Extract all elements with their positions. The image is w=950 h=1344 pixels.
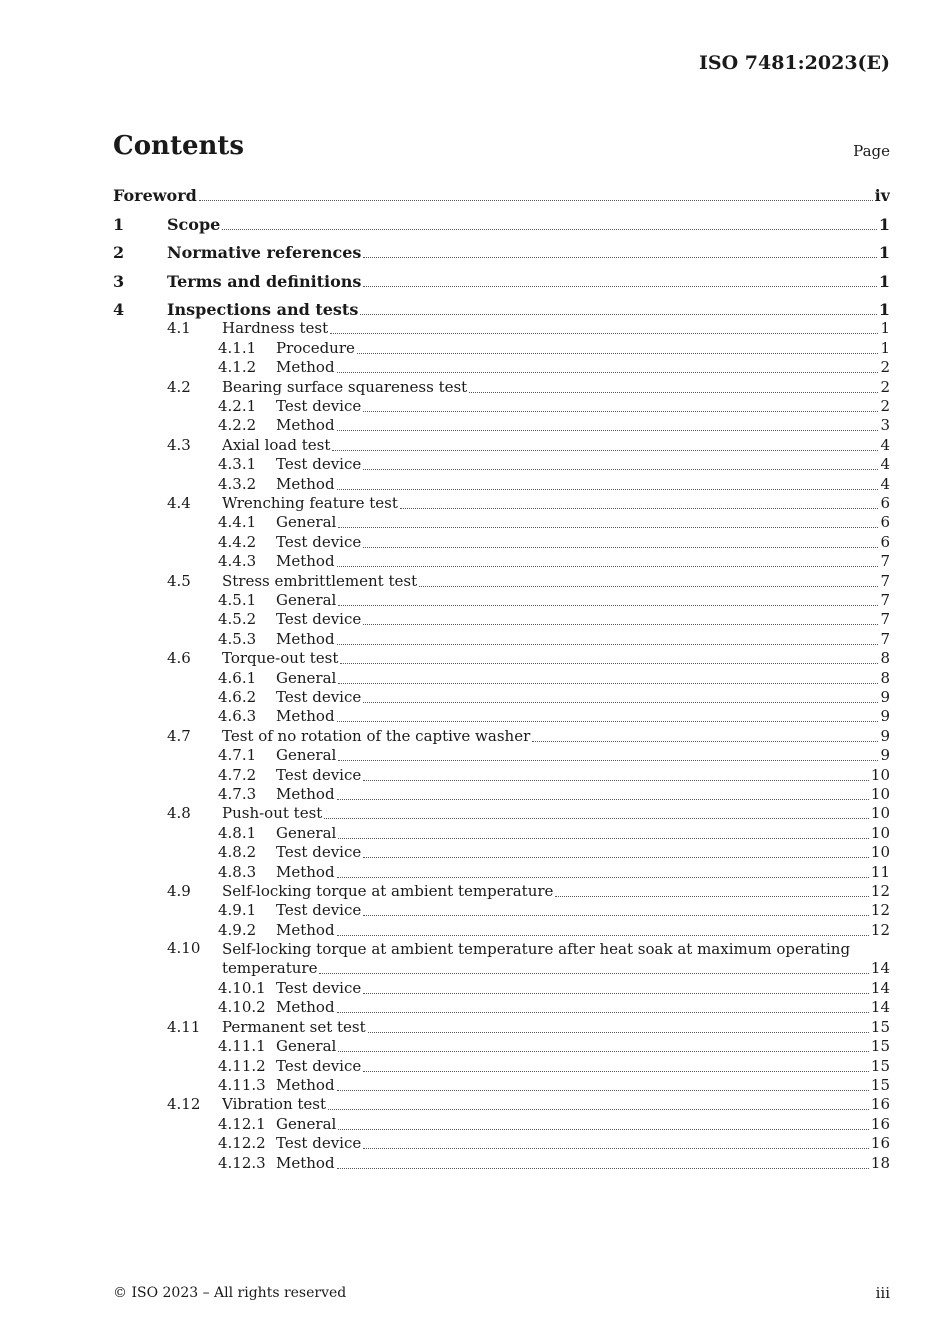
document-id: ISO 7481:2023(E) — [698, 52, 890, 74]
leader-dots — [338, 1051, 869, 1052]
toc-entry-title: General — [276, 1114, 337, 1133]
toc-entry-number: 4.7.2 — [218, 765, 257, 784]
toc-entry-title: Test device — [276, 610, 362, 629]
toc-entry-page: 2 — [880, 358, 890, 377]
toc-entry-number: 4.7.3 — [218, 785, 257, 803]
toc-entry-title: General — [276, 668, 337, 687]
toc-entry-number: 4.6.2 — [218, 688, 257, 706]
leader-dots — [368, 1032, 869, 1033]
toc-entry-title: Permanent set test — [222, 1017, 366, 1036]
leader-dots — [363, 411, 878, 412]
leader-dots — [337, 721, 879, 722]
toc-entry-page: 6 — [880, 513, 890, 532]
leader-dots — [469, 392, 878, 393]
leader-dots — [363, 993, 869, 994]
leader-dots — [337, 566, 879, 567]
toc-entry-page: 2 — [880, 397, 890, 415]
toc-entry[interactable] — [113, 473, 890, 494]
toc-entry-page: 1 — [880, 338, 890, 357]
toc-entry-page: 15 — [870, 1076, 890, 1094]
toc-entry-title: Test device — [276, 1056, 362, 1075]
toc-entry-page: 15 — [870, 1056, 890, 1075]
toc-entry-title: Test of no rotation of the captive washer — [222, 726, 531, 745]
toc-entry-page: iv — [874, 186, 890, 205]
leader-dots — [363, 1071, 869, 1072]
toc-entry[interactable] — [113, 317, 890, 338]
toc-entry-page: 9 — [880, 726, 890, 745]
toc-entry-page: 4 — [880, 474, 890, 493]
leader-dots — [319, 973, 868, 974]
toc-entry-title: Hardness test — [222, 319, 329, 338]
toc-entry[interactable] — [113, 608, 890, 629]
toc-entry-number: 4.4 — [167, 494, 191, 512]
toc-entry-page: 14 — [870, 959, 890, 978]
toc-entry[interactable] — [113, 919, 890, 940]
toc-entry[interactable] — [113, 977, 890, 998]
toc-entry-page: 7 — [880, 629, 890, 648]
toc-entry-page: 3 — [880, 416, 890, 435]
toc-entry-page: 2 — [880, 377, 890, 396]
toc-entry-number: 4.8.1 — [218, 823, 257, 842]
toc-entry[interactable] — [113, 1093, 890, 1114]
toc-entry-page: 8 — [880, 668, 890, 687]
toc-entry[interactable] — [113, 861, 890, 882]
toc-entry[interactable] — [113, 298, 890, 319]
toc-entry-title: Scope — [167, 214, 221, 234]
leader-dots — [338, 838, 869, 839]
toc-entry[interactable] — [113, 511, 890, 532]
leader-dots — [338, 760, 878, 761]
toc-entry-page: 6 — [880, 532, 890, 551]
toc-entry[interactable] — [113, 337, 890, 358]
toc-entry-number: 4.1.2 — [218, 358, 257, 377]
leader-dots — [337, 489, 879, 490]
toc-entry[interactable] — [113, 764, 890, 785]
toc-entry-page: 11 — [870, 862, 890, 881]
toc-entry-title: Wrenching feature test — [222, 494, 398, 512]
toc-entry-title: Test device — [276, 979, 362, 997]
toc-entry-number: 4.2.1 — [218, 397, 257, 415]
leader-dots — [337, 799, 869, 800]
toc-entry[interactable] — [113, 270, 890, 291]
toc-entry-number: 4.1 — [167, 319, 191, 338]
toc-entry-title: Method — [276, 707, 335, 726]
toc-entry-title: Method — [276, 998, 335, 1017]
toc-entry-number: 4.1.1 — [218, 338, 257, 357]
toc-entry-title: Self-locking torque at ambient temperature — [222, 882, 554, 900]
toc-entry-number: 4.9 — [167, 882, 191, 900]
toc-entry-page: 14 — [870, 998, 890, 1017]
toc-entry-number: 4.11.3 — [218, 1076, 266, 1094]
leader-dots — [337, 877, 869, 878]
toc-entry[interactable] — [113, 647, 890, 668]
toc-entry-title: General — [276, 746, 337, 765]
leader-dots — [532, 741, 878, 742]
toc-entry-number: 4.9.2 — [218, 920, 257, 939]
leader-dots — [400, 508, 879, 509]
toc-entry[interactable] — [113, 376, 890, 397]
toc-entry-number: 4.7.1 — [218, 746, 257, 765]
toc-entry[interactable] — [113, 938, 890, 978]
toc-entry-title: General — [276, 513, 337, 532]
toc-entry-number: 4.8.2 — [218, 843, 257, 862]
toc-entry[interactable] — [113, 395, 890, 416]
toc-entry-page: 9 — [880, 688, 890, 706]
toc-entry-title: Test device — [276, 688, 362, 706]
toc-entry[interactable] — [113, 628, 890, 649]
toc-entry-title: Method — [276, 358, 335, 377]
toc-entry[interactable] — [113, 356, 890, 377]
leader-dots — [337, 372, 879, 373]
toc-entry-title: General — [276, 823, 337, 842]
toc-entry-page: 9 — [880, 707, 890, 726]
leader-dots — [363, 547, 878, 548]
toc-entry-title: Test device — [276, 843, 362, 862]
toc-entry[interactable] — [113, 1074, 890, 1095]
leader-dots — [419, 586, 878, 587]
toc-entry-title: Normative references — [167, 243, 362, 262]
toc-entry-title: Method — [276, 552, 335, 571]
toc-entry-number: 4.8 — [167, 804, 191, 823]
toc-entry-title: Method — [276, 785, 335, 803]
leader-dots — [338, 683, 878, 684]
toc-entry[interactable] — [113, 996, 890, 1017]
leader-dots — [337, 430, 879, 431]
toc-entry-number: 4.10 — [167, 939, 201, 958]
toc-entry[interactable] — [113, 531, 890, 552]
toc-entry[interactable] — [113, 213, 890, 234]
leader-dots — [555, 896, 868, 897]
toc-entry-page: 10 — [870, 765, 890, 784]
toc-entry-title: Method — [276, 862, 335, 881]
toc-entry-number: 4.5.3 — [218, 629, 257, 648]
toc-entry-page: 15 — [870, 1037, 890, 1056]
toc-entry-page: 6 — [880, 494, 890, 512]
toc-entry-number: 4.12 — [167, 1095, 201, 1114]
leader-dots — [337, 1168, 869, 1169]
leader-dots — [338, 1129, 869, 1130]
leader-dots — [199, 200, 873, 201]
leader-dots — [337, 1012, 869, 1013]
toc-entry-title: Procedure — [276, 338, 355, 357]
page-title: Contents — [113, 131, 245, 161]
toc-entry-page: 10 — [870, 843, 890, 862]
toc-entry-title: Method — [276, 1076, 335, 1094]
toc-entry[interactable] — [113, 1035, 890, 1056]
toc-entry-title: Test device — [276, 901, 362, 920]
toc-entry-number: 4.11 — [167, 1017, 201, 1036]
toc-entry-page: 10 — [870, 823, 890, 842]
toc-entry[interactable] — [113, 899, 890, 920]
toc-entry-page: 7 — [880, 591, 890, 609]
toc-entry-title: Inspections and tests — [167, 300, 359, 319]
toc-entry-title: Bearing surface squareness test — [222, 377, 468, 396]
page-column-label: Page — [853, 142, 890, 160]
toc-entry-page: 14 — [870, 979, 890, 997]
leader-dots — [363, 915, 869, 916]
toc-entry-number: 4.11.1 — [218, 1037, 266, 1056]
leader-dots — [357, 353, 879, 354]
toc-entry[interactable] — [113, 414, 890, 435]
toc-entry-number: 4.10.2 — [218, 998, 266, 1017]
leader-dots — [363, 257, 876, 258]
toc-entry-page: 9 — [880, 746, 890, 765]
toc-entry-number: 4.5.1 — [218, 591, 257, 609]
toc-entry-number: 2 — [113, 243, 125, 262]
toc-entry-page: 12 — [870, 882, 890, 900]
toc-entry-title: Method — [276, 1153, 335, 1172]
toc-entry-number: 4.4.2 — [218, 532, 257, 551]
toc-entry-page: 10 — [870, 804, 890, 823]
copyright-footer: © ISO 2023 – All rights reserved — [113, 1285, 347, 1301]
toc-entry-page: 4 — [880, 435, 890, 454]
toc-entry-number: 1 — [113, 214, 125, 234]
leader-dots — [363, 469, 878, 470]
toc-entry-page: 7 — [880, 610, 890, 629]
leader-dots — [337, 1090, 869, 1091]
toc-entry-page: 1 — [878, 271, 890, 291]
toc-entry-page: 1 — [878, 300, 890, 319]
toc-entry-title: Torque-out test — [222, 649, 339, 668]
toc-entry[interactable] — [113, 184, 890, 205]
toc-entry-page: 8 — [880, 649, 890, 668]
toc-entry[interactable] — [113, 1152, 890, 1173]
toc-entry-title: Method — [276, 416, 335, 435]
toc-entry-page: 7 — [880, 571, 890, 590]
leader-dots — [363, 702, 878, 703]
toc-entry[interactable] — [113, 783, 890, 804]
toc-entry-number: 4.5.2 — [218, 610, 257, 629]
toc-entry[interactable] — [113, 589, 890, 610]
toc-entry[interactable] — [113, 241, 890, 262]
toc-entry-number: 4.3 — [167, 435, 191, 454]
toc-entry[interactable] — [113, 841, 890, 862]
toc-entry-number: 4.12.1 — [218, 1114, 266, 1133]
leader-dots — [360, 314, 877, 315]
toc-entry-title: Test device — [276, 1134, 362, 1153]
toc-entry-number: 4.6.3 — [218, 707, 257, 726]
leader-dots — [338, 605, 878, 606]
toc-entry-page: 18 — [870, 1153, 890, 1172]
toc-entry-page: 7 — [880, 552, 890, 571]
leader-dots — [337, 935, 869, 936]
toc-entry[interactable] — [113, 802, 890, 823]
toc-entry-title: Method — [276, 920, 335, 939]
toc-entry-title: Foreword — [113, 186, 197, 205]
toc-entry[interactable] — [113, 1016, 890, 1037]
toc-entry-page: 1 — [878, 214, 890, 234]
leader-dots — [328, 1109, 869, 1110]
toc-entry-number: 4.4.1 — [218, 513, 257, 532]
toc-entry[interactable] — [113, 434, 890, 455]
toc-entry-title: Test device — [276, 765, 362, 784]
toc-entry[interactable] — [113, 667, 890, 688]
toc-entry[interactable] — [113, 453, 890, 474]
toc-entry[interactable] — [113, 550, 890, 571]
toc-entry-number: 4.3.1 — [218, 455, 257, 474]
leader-dots — [337, 644, 879, 645]
leader-dots — [363, 1148, 869, 1149]
toc-entry[interactable] — [113, 880, 890, 901]
toc-entry-page: 12 — [870, 901, 890, 920]
leader-dots — [330, 333, 878, 334]
toc-entry-title: General — [276, 1037, 337, 1056]
toc-entry-number: 3 — [113, 271, 125, 291]
toc-entry-title: Self-locking torque at ambient temperature after heat soak at maximum operating — [222, 940, 851, 959]
leader-dots — [363, 857, 869, 858]
toc-entry-number: 4.2.2 — [218, 416, 257, 435]
leader-dots — [338, 527, 878, 528]
page-number: iii — [875, 1284, 890, 1302]
toc-entry-number: 4.10.1 — [218, 979, 266, 997]
toc-entry-page: 10 — [870, 785, 890, 803]
toc-entry-page: 1 — [880, 319, 890, 338]
leader-dots — [340, 663, 878, 664]
toc-entry[interactable] — [113, 705, 890, 726]
toc-entry-number: 4.8.3 — [218, 862, 257, 881]
toc-entry-title: Method — [276, 474, 335, 493]
leader-dots — [332, 450, 878, 451]
toc-entry-title: Vibration test — [222, 1095, 326, 1114]
toc-entry-number: 4.12.2 — [218, 1134, 266, 1153]
leader-dots — [363, 286, 876, 287]
toc-entry-number: 4 — [113, 300, 125, 319]
toc-entry-number: 4.6.1 — [218, 668, 257, 687]
toc-entry-number: 4.9.1 — [218, 901, 257, 920]
toc-entry-page: 16 — [870, 1114, 890, 1133]
toc-entry-title: Test device — [276, 397, 362, 415]
toc-entry-page: 15 — [870, 1017, 890, 1036]
toc-entry-page: 16 — [870, 1134, 890, 1153]
toc-entry[interactable] — [113, 570, 890, 591]
toc-entry-title: Axial load test — [222, 435, 331, 454]
toc-entry-number: 4.2 — [167, 377, 191, 396]
leader-dots — [363, 624, 878, 625]
toc-entry-number: 4.6 — [167, 649, 191, 668]
toc-entry-page: 1 — [878, 243, 890, 262]
leader-dots — [324, 818, 869, 819]
toc-entry-number: 4.11.2 — [218, 1056, 266, 1075]
toc-entry-title: Stress embrittlement test — [222, 571, 418, 590]
toc-entry-title: General — [276, 591, 337, 609]
toc-entry-title: Test device — [276, 455, 362, 474]
toc-entry-number: 4.3.2 — [218, 474, 257, 493]
toc-entry-number: 4.12.3 — [218, 1153, 266, 1172]
toc-entry-title: Method — [276, 629, 335, 648]
toc-entry-number: 4.7 — [167, 726, 191, 745]
toc-entry-number: 4.5 — [167, 571, 191, 590]
toc-entry[interactable] — [113, 686, 890, 707]
leader-dots — [363, 780, 869, 781]
toc-entry[interactable] — [113, 744, 890, 765]
toc-entry[interactable] — [113, 492, 890, 513]
toc-entry[interactable] — [113, 1113, 890, 1134]
toc-entry[interactable] — [113, 822, 890, 843]
toc-entry[interactable] — [113, 1132, 890, 1153]
toc-entry-title: Test device — [276, 532, 362, 551]
toc-entry-number: 4.4.3 — [218, 552, 257, 571]
toc-entry-title: Push-out test — [222, 804, 323, 823]
toc-entry-page: 16 — [870, 1095, 890, 1114]
toc-entry[interactable] — [113, 725, 890, 746]
toc-entry[interactable] — [113, 1055, 890, 1076]
toc-entry-page: 4 — [880, 455, 890, 474]
leader-dots — [222, 229, 877, 230]
toc-entry-title: Terms and definitions — [167, 271, 362, 291]
toc-entry-title-continuation: temperature — [222, 959, 318, 978]
toc-entry-page: 12 — [870, 920, 890, 939]
